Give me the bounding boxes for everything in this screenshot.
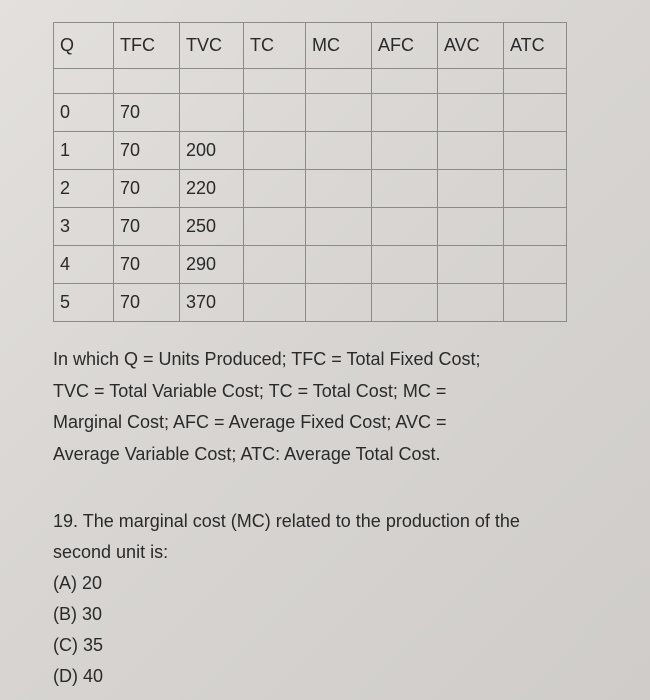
cell-q: 0 (54, 94, 114, 132)
legend-line: Marginal Cost; AFC = Average Fixed Cost; AVC = (53, 412, 447, 432)
cell-tvc (180, 94, 244, 132)
table-row (54, 170, 567, 208)
legend-line: Average Variable Cost; ATC: Average Total Cost. (53, 443, 441, 464)
table-row (54, 132, 567, 170)
question-text: second unit is: (53, 542, 169, 562)
option-c: (C) 35 (53, 635, 104, 655)
cell-avc (438, 284, 504, 322)
legend-line: TVC = Total Variable Cost; TC = Total Cost; MC = (53, 380, 447, 401)
cell-tvc: 250 (180, 208, 244, 246)
cell-afc (372, 132, 438, 170)
cell-tc (244, 246, 306, 284)
cell-afc (372, 94, 438, 132)
cell-mc (306, 284, 372, 322)
cell-afc (372, 284, 438, 322)
cell-avc (438, 170, 504, 208)
header-avc: AVC (438, 23, 504, 69)
cell-q: 1 (54, 132, 114, 170)
table-row (54, 284, 567, 322)
table-row (54, 94, 567, 132)
table-header-row (54, 23, 567, 69)
cell-mc (306, 246, 372, 284)
cell-afc (372, 170, 438, 208)
cell-atc (504, 284, 567, 322)
cell-tc (244, 284, 306, 322)
cell-tc (244, 94, 306, 132)
header-q: Q (54, 23, 114, 69)
cell-mc (306, 170, 372, 208)
table-spacer-row (54, 69, 567, 94)
question-19 (53, 506, 593, 692)
cell-tc (244, 170, 306, 208)
cell-tvc: 220 (180, 170, 244, 208)
cell-avc (438, 132, 504, 170)
cell-tfc: 70 (114, 208, 180, 246)
cell-mc (306, 208, 372, 246)
cell-tfc: 70 (114, 132, 180, 170)
cell-q: 4 (54, 246, 114, 284)
header-mc: MC (306, 23, 372, 69)
cell-afc (372, 246, 438, 284)
table-row (54, 208, 567, 246)
question-text: 19. The marginal cost (MC) related to the production of the (53, 511, 520, 531)
cell-avc (438, 208, 504, 246)
table-row (54, 246, 567, 284)
option-d: (D) 40 (53, 666, 104, 686)
cell-tc (244, 132, 306, 170)
cost-table (53, 22, 567, 322)
cell-tfc: 70 (114, 246, 180, 284)
abbreviation-legend (53, 344, 573, 470)
header-tvc: TVC (180, 23, 244, 69)
answer-options (53, 568, 593, 692)
cell-atc (504, 132, 567, 170)
cell-atc (504, 246, 567, 284)
cell-tvc: 200 (180, 132, 244, 170)
header-tfc: TFC (114, 23, 180, 69)
header-afc: AFC (372, 23, 438, 69)
header-tc: TC (244, 23, 306, 69)
cell-mc (306, 132, 372, 170)
header-atc: ATC (504, 23, 567, 69)
cell-tvc: 370 (180, 284, 244, 322)
cell-q: 2 (54, 170, 114, 208)
option-b: (B) 30 (53, 604, 103, 624)
cell-q: 3 (54, 208, 114, 246)
cell-afc (372, 208, 438, 246)
cell-tc (244, 208, 306, 246)
cell-q: 5 (54, 284, 114, 322)
cell-avc (438, 246, 504, 284)
cell-atc (504, 94, 567, 132)
cell-atc (504, 208, 567, 246)
cell-avc (438, 94, 504, 132)
legend-line: In which Q = Units Produced; TFC = Total Fixed Cost; (53, 349, 481, 369)
cell-tfc: 70 (114, 170, 180, 208)
cell-tvc: 290 (180, 246, 244, 284)
option-a: (A) 20 (53, 573, 103, 593)
cell-mc (306, 94, 372, 132)
cell-tfc: 70 (114, 284, 180, 322)
cell-atc (504, 170, 567, 208)
cell-tfc: 70 (114, 94, 180, 132)
